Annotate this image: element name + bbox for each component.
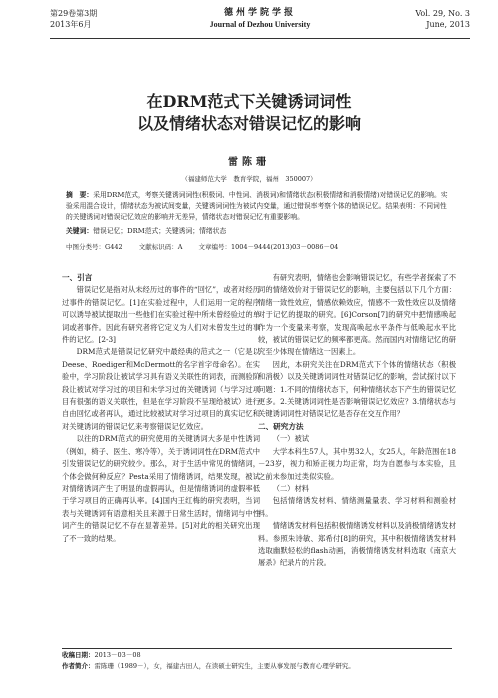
article-title-line2: 以及情绪状态对错误记忆的影响 <box>136 114 361 133</box>
section-heading: 一、引言 <box>62 273 93 282</box>
article-title-line1: 在DRM范式下关键诱词词性 <box>146 92 352 111</box>
abstract-label: 摘 要： <box>66 191 94 199</box>
journal-name-en: Journal of Dezhou University <box>209 20 311 29</box>
abstract-text: 采用DRM范式，考察关键诱词词性(积极词、中性词、消极词)和情绪状态(积极情绪和消极情绪)对错误记忆的影响。实验采用混合设计，情绪状态为被试间变量，关键诱词词性为被试内变量，通过错误率考察个体的错误记忆。结果表明：不同词性的关键诱词对错误记忆效应的影响并无差异，情绪状态对错误记忆有重要影响。 <box>66 191 448 221</box>
header-rule <box>50 38 470 39</box>
article-number: 文章编号：1004－9444(2013)03－0086－04 <box>198 243 339 251</box>
body-column-left <box>62 272 260 545</box>
received-label: 收稿日期： <box>62 651 95 659</box>
body-paragraph: DRM范式是错误记忆研究中最经典的范式之一（它是以Deese、Roediger和McDermott的名字首字母命名）。在实验中，学习阶段让被试学习具有语义关联性的词表，而测验阶段让被试对学习过的项目和未学习过的关键诱词（与学习过项目有很强的语义关联性，但是在学习阶段不呈现给被试）进行自由回忆或者再认，通过比较被试对学习过项目的真实记忆和对关键诱词的错误记忆来考察错误记忆效应。 <box>62 347 260 431</box>
date-en: June, 2013 <box>426 20 470 29</box>
author-bio-label: 作者简介： <box>62 662 95 670</box>
journal-name-cn: 德州学院学报 <box>223 8 296 18</box>
date-cn: 2013年6月 <box>50 20 92 29</box>
footnote <box>62 648 452 672</box>
author-name: 雷陈珊 <box>228 157 270 168</box>
abstract <box>66 190 448 223</box>
header-center <box>50 8 470 30</box>
author-bio-line <box>62 661 452 672</box>
document-code: 文献标识码：A <box>138 243 183 251</box>
body-paragraph: 大学本科生57人，其中男32人，女25人，年龄范围在18－23岁，视力和矫正视力均正常，均为自愿参与本实验，且之前未参加过类似实验。 <box>258 446 456 481</box>
running-header <box>50 8 470 52</box>
subsection-heading: （二）材料 <box>272 483 310 493</box>
body-paragraph: 包括情绪诱发材料、情绪测量量表、学习材料和测验材料。 <box>258 496 456 518</box>
clc-number: 中图分类号：G442 <box>66 243 123 251</box>
body-paragraph: 情绪诱发材料包括积极情绪诱发材料以及消极情绪诱发材料。参照朱诗敏、郑希付[8]的研究，其中积极情绪诱发材料选取幽默轻松的flash动画，消极情绪诱发材料选取《南京大屠杀》纪录片的片段。 <box>258 521 456 568</box>
section-heading: 二、研究方法 <box>258 421 304 431</box>
author-bio: 雷陈珊（1989－），女，福建古田人，在读硕士研究生，主要从事发展与教育心理学研究。 <box>94 662 355 670</box>
body-paragraph: 有研究表明，情绪也会影响错误记忆，有些学者探索了不同的情绪效价对于错误记忆的影响，主要包括以下几个方面：情绪一致性效应，情感依赖效应，情感不一致性效应以及情绪对于记忆的提取的研究。[6]Corson[7]的研究中把情感唤起作为一个变量来考察，发现高唤起水平条件与低唤起水平比较，被试的错误记忆的频率都更高。然而国内对情绪记忆的研究至少体现在情绪这一因素上。 <box>258 273 456 357</box>
keywords-text: 错误记忆；DRM范式；关键诱词；情绪状态 <box>93 227 227 235</box>
volume-en: Vol. 29, No. 3 <box>415 9 470 18</box>
author-affiliation: （福建师范大学 教育学院，福州 350007） <box>181 175 317 183</box>
header-right <box>415 8 470 30</box>
received-date: 2013－03－08 <box>94 651 141 659</box>
keywords-label: 关键词： <box>66 227 94 235</box>
body-paragraph: 以往的DRM范式的研究使用的关键诱词大多是中性诱词（例如，椅子、医生、寒冷等），关于诱词词性在DRM范式中引发错误记忆的研究较少。那么，对于生活中常见的情绪词，个体会做何种反应？Pesta采用了情绪诱词，结果发现，被试对情绪诱词产生了明显的虚假再认，但是情绪诱词的虚假率低于学习项目的正确再认率。[4]国内王红梅的研究表明，当词表与关键诱词有语意相关且来源于日常生活时，情绪词与中性词产生的错误记忆不存在显著差异。[5]对此的相关研究出现了不一致的结果。 <box>62 434 260 543</box>
classification-line <box>66 242 448 251</box>
body-column-right <box>258 272 456 570</box>
body-paragraph: 错误记忆是指对从未经历过的事件的“回忆”，或者对经历过事件的错误记忆。[1]在实验过程中，人们运用一定的程序可以诱导被试提取出一些他们在实验过程中所未曾经验过的单词或者事件。因此有研究者将它定义为人们对未曾发生过的事件的记忆。[2-3] <box>62 285 260 345</box>
volume-cn: 第29卷第3期 <box>50 9 98 18</box>
subsection-heading: （一）被试 <box>272 434 310 444</box>
keywords <box>66 226 448 237</box>
received-line <box>62 650 452 661</box>
body-paragraph: 因此，本研究关注在DRM范式下个体的情绪状态（积极和消极）以及关键诱词词性对错误记忆的影响，尝试探讨以下问题：1.不同的情绪状态下，何种情绪状态下产生的错误记忆更多。2.关键诱词词性是否影响错误记忆效应？3.情绪状态与关键诱词词性对错误记忆是否存在交互作用？ <box>258 359 456 419</box>
